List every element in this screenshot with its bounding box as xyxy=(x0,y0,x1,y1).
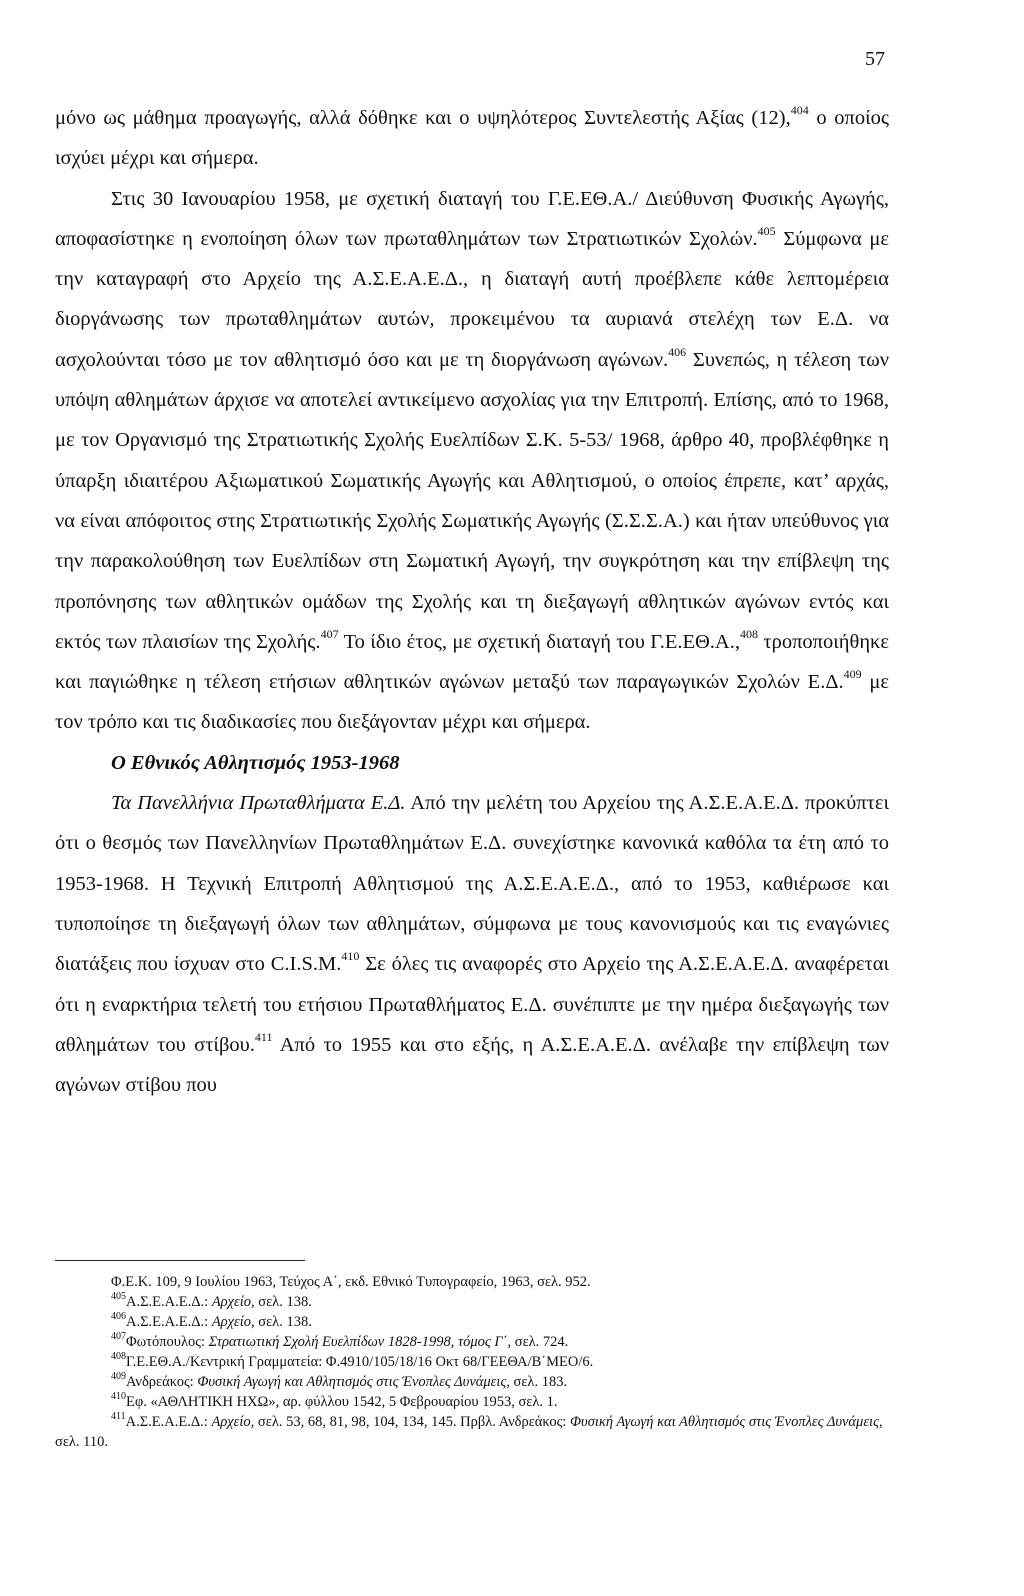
footnote-number: 406 xyxy=(111,1311,126,1323)
footnote-text: Ανδρεάκος: xyxy=(126,1374,198,1390)
footnote-text: Α.Σ.Ε.Α.Ε.Δ.: xyxy=(126,1314,212,1330)
footnote-text: Α.Σ.Ε.Α.Ε.Δ.: xyxy=(125,1414,212,1430)
footnote-ref-409[interactable]: 409 xyxy=(843,667,862,682)
footnote-text: Φωτόπουλος: xyxy=(126,1334,209,1350)
footnote-text: σελ. 110. xyxy=(55,1434,109,1450)
footnotes xyxy=(55,1272,895,1452)
footnote-ref-405[interactable]: 405 xyxy=(757,224,776,239)
section-heading: Ο Εθνικός Αθλητισμός 1953-1968 xyxy=(111,751,400,774)
footnote-text: σελ. 53, 68, 81, 98, 104, 134, 145. Πρβλ. Ανδρεάκος: xyxy=(254,1414,571,1430)
paragraph-text: τροποποιήθηκε και παγιώθηκε η τέλεση ετήσιων αθλητικών αγώνων μεταξύ των παραγωγικών Σχολών Ε.Δ. xyxy=(55,630,889,694)
footnote-text: σελ. 138. xyxy=(254,1294,312,1310)
footnote-text: σελ. 183. xyxy=(509,1374,568,1390)
paragraph-text: Από την μελέτη του Αρχείου της Α.Σ.Ε.Α.Ε.Δ. προκύπτει ότι ο θεσμός των Πανελληνίων Πρωταθλημάτων Ε.Δ. συνεχίστηκε κανονικά καθόλα τα έτη από το 1953-1968. Η Τεχνική Επιτροπή Αθλητισμού της Α.Σ.Ε.Α.Ε.Δ., από το 1953, καθιέρωσε και τυποποίησε τη διεξαγωγή όλων των αθλημάτων, σύμφωνα με τους κανονισμούς και τις εναγώνιες διατάξεις που ίσχυαν στο C.I.S.M. xyxy=(55,792,890,976)
footnote-title: Αρχείο, xyxy=(211,1414,255,1430)
footnote-ref-404[interactable]: 404 xyxy=(790,103,809,118)
footnote-406 xyxy=(55,1312,895,1332)
footnote-text: σελ. 138. xyxy=(254,1314,312,1330)
footnote-title: Στρατιωτική Σχολή Ευελπίδων 1828-1998, τόμος Γ΄, xyxy=(208,1334,512,1350)
paragraph-3 xyxy=(55,783,889,1105)
paragraph-text: Σύμφωνα με την καταγραφή στο Αρχείο της Α.Σ.Ε.Α.Ε.Δ., η διαταγή αυτή προέβλεπε κάθε λεπτομέρεια διοργάνωσης των πρωταθλημάτων αυτών, προκειμένου τα αυριανά στελέχη των Ε.Δ. να ασχολούνται τόσο με τον αθλητισμό όσο και με τη διοργάνωση αγώνων. xyxy=(55,227,889,371)
body-text xyxy=(55,98,889,1105)
footnote-405 xyxy=(55,1292,895,1312)
footnote-number: 405 xyxy=(111,1291,126,1303)
footnote-title: Αρχείο, xyxy=(211,1314,255,1330)
footnote-409 xyxy=(55,1372,895,1392)
footnote-text: Φ.Ε.Κ. 109, 9 Ιουλίου 1963, Τεύχος Α΄, εκδ. Εθνικό Τυπογραφείο, 1963, σελ. 952. xyxy=(111,1274,591,1290)
footnote-text: σελ. 724. xyxy=(511,1334,569,1350)
footnote-number: 408 xyxy=(111,1351,126,1363)
footnote-text: Γ.Ε.ΕΘ.Α./Κεντρική Γραμματεία: Φ.4910/105/18/16 Οκτ 68/ΓΕΕΘΑ/Β΄ΜΕΟ/6. xyxy=(126,1354,594,1370)
footnote-ref-408[interactable]: 408 xyxy=(739,627,758,642)
footnote-title: Αρχείο, xyxy=(211,1294,255,1310)
paragraph-text: Στις 30 Ιανουαρίου 1958, με σχετική διαταγή του Γ.Ε.ΕΘ.Α./ Διεύθυνση Φυσικής Αγωγής, αποφασίστηκε η ενοποίηση όλων των πρωταθλημάτων των Στρατιωτικών Σχολών. xyxy=(55,187,889,250)
footnote-number: 411 xyxy=(111,1411,126,1423)
footnote-408 xyxy=(55,1352,895,1372)
footnote-ref-411[interactable]: 411 xyxy=(254,1030,273,1044)
footnote-ref-406[interactable]: 406 xyxy=(668,344,687,359)
paragraph-text: Σε όλες τις αναφορές στο Αρχείο της Α.Σ.Ε.Α.Ε.Δ. αναφέρεται ότι η εναρκτήρια τελετή του ετήσιου Πρωταθλήματος Ε.Δ. συνέπιπτε με την ημέρα διεξαγωγής των αθλημάτων του στίβου. xyxy=(55,953,889,1056)
footnote-number: 410 xyxy=(111,1391,126,1403)
paragraph-text: με τον τρόπο και τις διαδικασίες που διεξάγονταν μέχρι και σήμερα. xyxy=(55,671,889,734)
paragraph-text: Από το 1955 και στο εξής, η Α.Σ.Ε.Α.Ε.Δ. ανέλαβε την επίβλεψη των αγώνων στίβου που xyxy=(55,1033,890,1097)
footnote-title: Φυσική Αγωγή και Αθλητισμός στις Ένοπλες Δυνάμεις, xyxy=(570,1414,883,1430)
paragraph-text: μόνο ως μάθημα προαγωγής, αλλά δόθηκε και ο υψηλότερος Συντελεστής Αξίας (12), xyxy=(55,107,791,129)
footnote-number: 407 xyxy=(111,1331,126,1343)
paragraph-text: ο οποίος ισχύει μέχρι και σήμερα. xyxy=(55,107,889,170)
footnote-ref-407[interactable]: 407 xyxy=(320,627,339,642)
footnote-410 xyxy=(55,1392,895,1412)
footnote-411 xyxy=(55,1412,895,1452)
page-number: 57 xyxy=(865,48,885,70)
subsection-heading: Τα Πανελλήνια Πρωταθλήματα Ε.Δ. xyxy=(111,792,406,815)
footnote-divider xyxy=(55,1260,305,1261)
footnote-text: Εφ. «ΑΘΛΗΤΙΚΗ ΗΧΩ», αρ. φύλλου 1542, 5 Φεβρουαρίου 1953, σελ. 1. xyxy=(126,1394,558,1410)
footnote-number: 409 xyxy=(111,1371,126,1383)
footnote-text: Α.Σ.Ε.Α.Ε.Δ.: xyxy=(126,1294,212,1310)
paragraph-1 xyxy=(55,98,889,179)
footnote-404 xyxy=(55,1272,895,1292)
paragraph-text: Συνεπώς, η τέλεση των υπόψη αθλημάτων άρχισε να αποτελεί αντικείμενο ασχολίας για την Επιτροπή. Επίσης, από το 1968, με τον Οργανισμό της Στρατιωτικής Σχολής Ευελπίδων Σ.Κ. 5-53/ 1968, άρθρο 40, προβλέφθηκε η ύπαρξη ιδιαιτέρου Αξιωματικού Σωματικής Αγωγής και Αθλητισμού, ο οποίος έπρεπε, κατ’ αρχάς, να είναι απόφοιτος στης Στρατιωτικής Σχολής Σωματικής Αγωγής (Σ.Σ.Σ.Α.) και ήταν υπεύθυνος για την παρακολούθηση των Ευελπίδων στη Σωματική Αγωγή, την συγκρότηση και την επίβλεψη της προπόνησης των αθλητικών ομάδων της Σχολής και τη διεξαγωγή αθλητικών αγώνων εντός και εκτός των πλαισίων της Σχολής. xyxy=(55,348,889,653)
footnote-ref-410[interactable]: 410 xyxy=(341,949,360,964)
paragraph-2 xyxy=(55,179,889,743)
footnote-407 xyxy=(55,1332,895,1352)
paragraph-text: Το ίδιο έτος, με σχετική διαταγή του Γ.Ε.ΕΘ.Α., xyxy=(338,630,740,653)
footnote-title: Φυσική Αγωγή και Αθλητισμός στις Ένοπλες Δυνάμεις, xyxy=(197,1374,510,1390)
